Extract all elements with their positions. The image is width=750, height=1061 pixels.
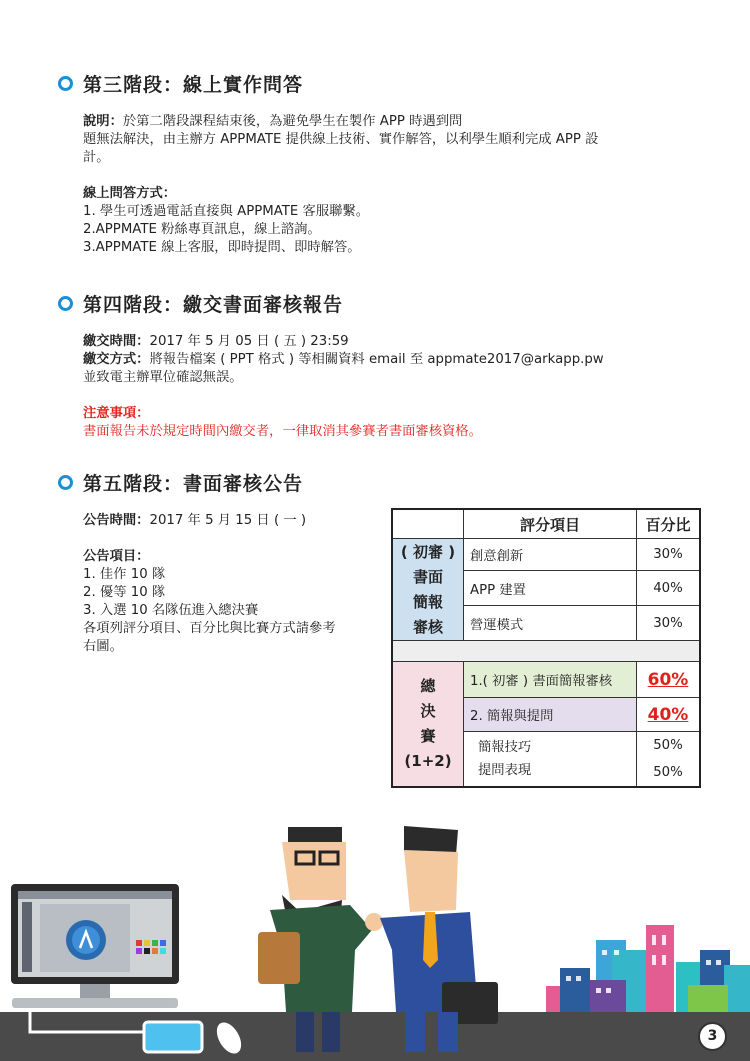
prelim-item: 營運模式: [464, 606, 637, 641]
announce-time-label: 公告時間：: [83, 513, 150, 528]
section-3-body: [83, 113, 598, 257]
ground-bar: [0, 1012, 750, 1061]
section-4-title: 第四階段：繳交書面審核報告: [83, 294, 344, 316]
submit-time-label: 繳交時間：: [83, 334, 150, 349]
section-4: [58, 290, 604, 441]
final-pct: 60%: [647, 669, 689, 690]
announce-item: 1. 佳作 10 隊: [83, 567, 166, 582]
method-item: 1. 學生可透過電話直接與 APPMATE 客服聯繫。: [83, 204, 370, 219]
header-item: 評分項目: [464, 509, 637, 539]
score-table: [391, 508, 701, 788]
prelim-item: APP 建置: [464, 571, 637, 606]
desc-line-2: 題無法解決，由主辦方 APPMATE 提供線上技術、實作解答，以利學生順利完成 APP 設: [83, 132, 599, 147]
method-item: 3.APPMATE 線上客服，即時提問、即時解答。: [83, 240, 361, 255]
announce-item: 2. 優等 10 隊: [83, 585, 166, 600]
monitor-illustration: [11, 884, 179, 1008]
submit-method-label: 繳交方式：: [83, 352, 150, 367]
bottom-illustration: [0, 800, 750, 1061]
ring-bullet-icon: [58, 475, 73, 490]
submit-time-value: 2017 年 5 月 05 日 ( 五 ) 23:59: [149, 334, 349, 349]
notice-label: 注意事項：: [83, 406, 150, 421]
submit-method-value: 將報告檔案 ( PPT 格式 ) 等相關資料 email 至 appmate2017@arkapp.pw: [149, 352, 604, 367]
final-label: 總 決 賽 (1+2): [392, 662, 464, 788]
prelim-pct: 30%: [637, 606, 701, 641]
method-item: 2.APPMATE 粉絲專頁訊息，線上諮詢。: [83, 222, 321, 237]
table-spacer-row: [392, 641, 700, 662]
final-item: 2. 簡報與提問: [464, 698, 637, 732]
ring-bullet-icon: [58, 76, 73, 91]
announce-time-value: 2017 年 5 月 15 日 ( 一 ): [149, 513, 307, 528]
section-3-title-row: [58, 70, 598, 97]
section-5-body: [83, 512, 388, 656]
section-4-body: [83, 333, 604, 441]
ring-bullet-icon: [58, 296, 73, 311]
final-sub-items: 簡報技巧 提問表現: [464, 732, 637, 788]
submit-method-line-2: 並致電主辦單位確認無誤。: [83, 370, 243, 385]
table-header-row: [392, 509, 700, 539]
final-item: 1.( 初審 ) 書面簡報審核: [464, 662, 637, 698]
prelim-pct: 30%: [637, 539, 701, 571]
desc-label: 說明：: [83, 114, 123, 129]
section-5: [58, 469, 388, 656]
section-3-title: 第三階段：線上實作問答: [83, 74, 304, 96]
prelim-pct: 40%: [637, 571, 701, 606]
announce-items-label: 公告項目：: [83, 549, 150, 564]
section-3: [58, 70, 598, 257]
table-row: [392, 539, 700, 571]
final-pct: 40%: [647, 704, 689, 725]
section-5-title-row: [58, 469, 388, 496]
header-pct: 百分比: [637, 509, 701, 539]
page-number: 3: [698, 1022, 727, 1051]
desc-line-3: 計。: [83, 150, 110, 165]
section-4-title-row: [58, 290, 604, 317]
announce-item: 右圖。: [83, 639, 123, 654]
prelim-label: ( 初審 ) 書面 簡報 審核: [392, 539, 464, 641]
announce-item: 3. 入選 10 名隊伍進入總決賽: [83, 603, 259, 618]
table-row: [392, 662, 700, 698]
phone-illustration: [144, 1022, 202, 1052]
city-skyline-illustration: [546, 925, 750, 1012]
method-label: 線上問答方式：: [83, 186, 177, 201]
section-5-title: 第五階段：書面審核公告: [83, 473, 304, 495]
notice-text: 書面報告未於規定時間內繳交者，一律取消其參賽者書面審核資格。: [83, 424, 482, 439]
prelim-item: 創意創新: [464, 539, 637, 571]
announce-item: 各項列評分項目、百分比與比賽方式請參考: [83, 621, 336, 636]
desc-line-1: 於第二階段課程結束後，為避免學生在製作 APP 時遇到問: [122, 114, 463, 129]
final-sub-pcts: 50% 50%: [637, 732, 701, 788]
